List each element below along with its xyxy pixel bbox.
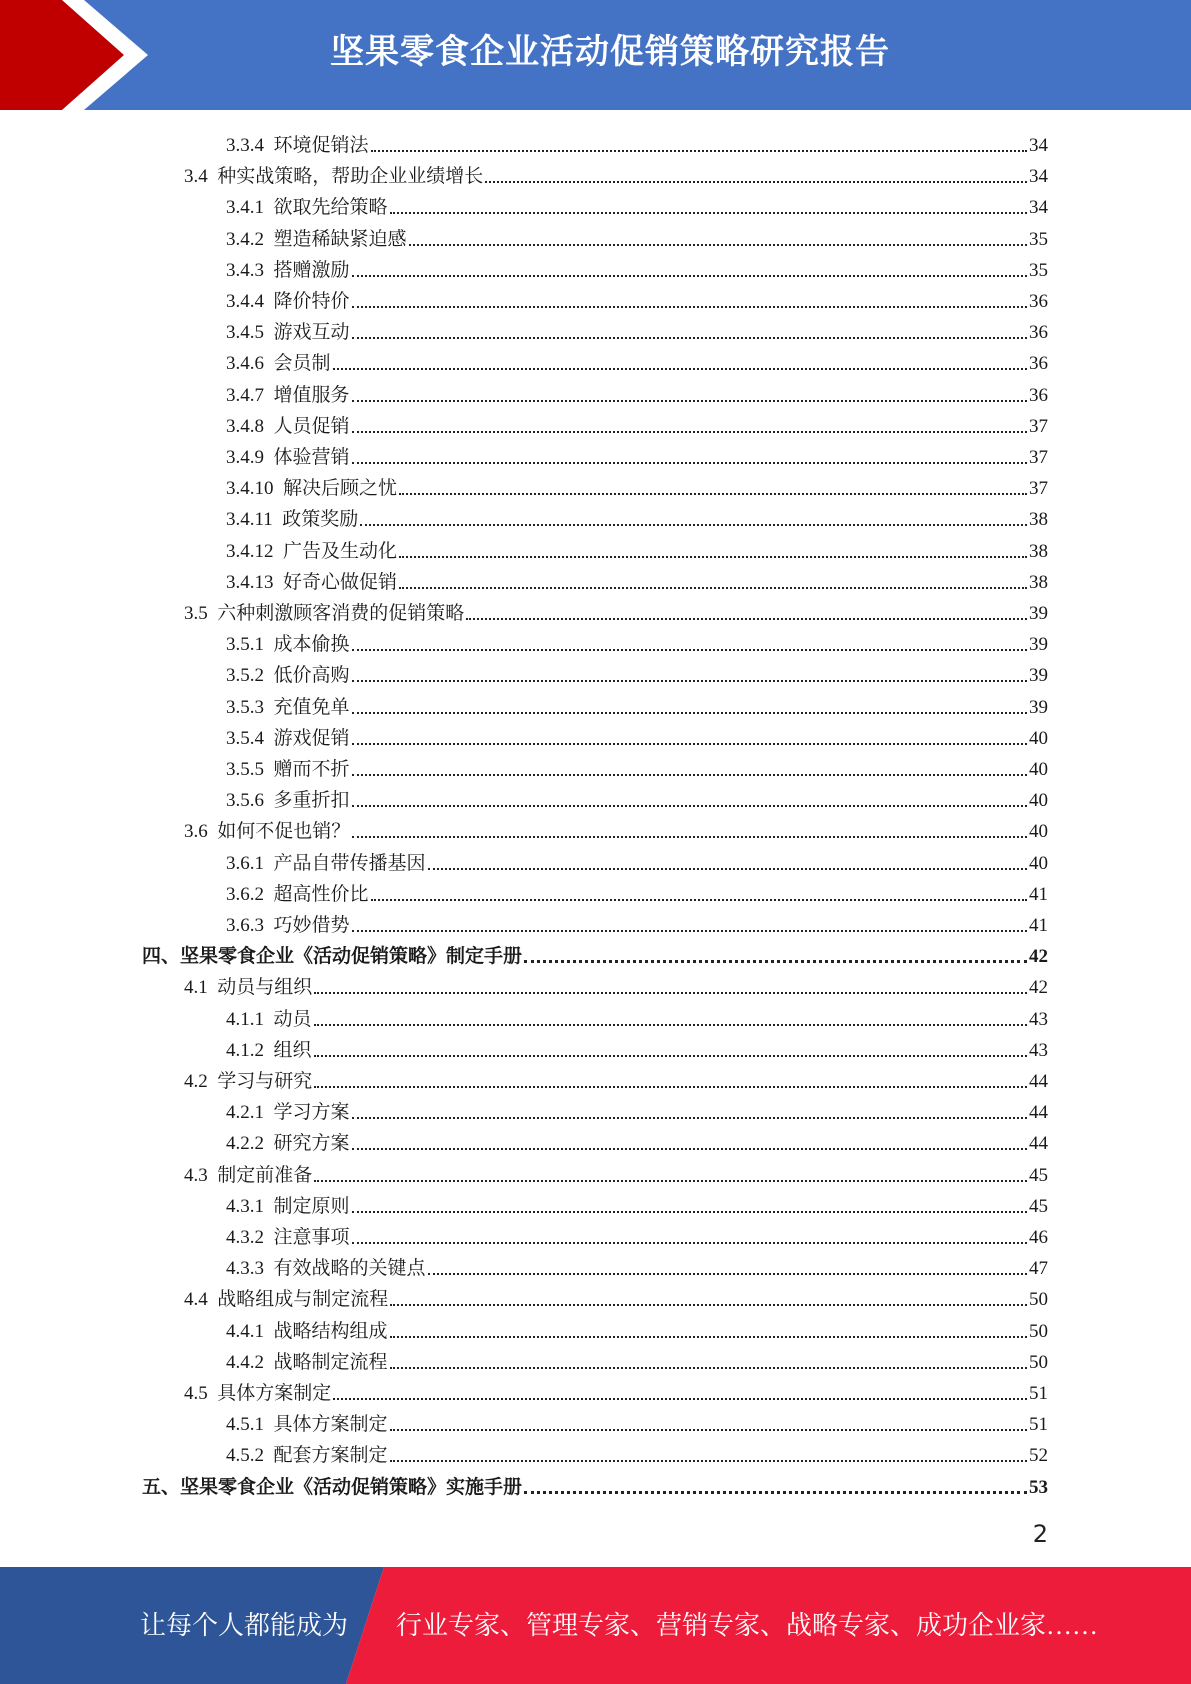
toc-entry-number: 4.4.2 <box>226 1351 264 1373</box>
toc-entry-title: 五、坚果零食企业《活动促销策略》实施手册 <box>142 1476 523 1498</box>
toc-entry[interactable] <box>226 907 1048 938</box>
toc-dot-leader <box>352 275 1027 277</box>
toc-entry[interactable] <box>184 813 1048 844</box>
toc-entry-page: 40 <box>1029 852 1048 874</box>
toc-dot-leader <box>352 431 1027 433</box>
toc-entry-title: 人员促销 <box>273 415 350 437</box>
toc-entry[interactable] <box>226 1437 1048 1468</box>
toc-entry-page: 38 <box>1029 540 1048 562</box>
toc-entry[interactable] <box>184 969 1048 1000</box>
toc-entry-title: 增值服务 <box>273 384 350 406</box>
toc-entry[interactable] <box>226 1125 1048 1156</box>
toc-entry[interactable] <box>226 408 1048 439</box>
toc-entry-page: 44 <box>1029 1071 1048 1092</box>
toc-dot-leader <box>390 212 1027 214</box>
toc-entry-number: 4.5.2 <box>226 1445 264 1467</box>
toc-entry-number: 3.4.11 <box>226 509 273 531</box>
toc-entry-number: 3.5 <box>184 603 208 624</box>
toc-dot-leader <box>352 649 1027 651</box>
toc-entry-title: 游戏促销 <box>273 727 350 749</box>
toc-entry-number: 3.4.5 <box>226 322 264 344</box>
toc-entry-page: 39 <box>1029 665 1048 687</box>
toc-entry[interactable] <box>226 283 1048 314</box>
toc-entry-number: 3.5.5 <box>226 759 264 780</box>
toc-dot-leader <box>352 306 1027 308</box>
toc-entry-title: 战略组成与制定流程 <box>217 1289 389 1311</box>
toc-entry-title: 四、坚果零食企业《活动促销策略》制定手册 <box>142 946 523 968</box>
toc-dot-leader <box>333 368 1027 370</box>
toc-entry[interactable] <box>226 689 1048 720</box>
toc-entry-number: 4.3.1 <box>226 1195 264 1217</box>
toc-entry[interactable] <box>184 1281 1048 1312</box>
toc-entry-title: 具体方案制定 <box>217 1383 332 1404</box>
toc-entry-page: 36 <box>1029 291 1048 312</box>
toc-entry[interactable] <box>226 377 1048 408</box>
toc-dot-leader <box>390 1460 1027 1462</box>
toc-entry[interactable] <box>184 1375 1048 1406</box>
toc-entry[interactable] <box>226 1250 1048 1281</box>
toc-entry[interactable] <box>142 938 1048 969</box>
toc-entry-page: 50 <box>1029 1351 1048 1373</box>
page-footer <box>0 1567 1191 1684</box>
footer-slogan-left: 让每个人都能成为 <box>140 1611 349 1640</box>
toc-entry-page: 50 <box>1029 1289 1048 1311</box>
toc-entry-title: 制定前准备 <box>217 1164 313 1186</box>
toc-entry-number: 3.4.1 <box>226 197 264 219</box>
toc-entry-title: 配套方案制定 <box>273 1445 388 1467</box>
page-number: 2 <box>1032 1520 1048 1548</box>
toc-entry-number: 3.5.3 <box>226 696 264 718</box>
toc-entry-title: 产品自带传播基因 <box>273 852 426 874</box>
toc-dot-leader <box>352 836 1027 838</box>
toc-entry-page: 42 <box>1029 977 1048 999</box>
toc-entry-title: 解决后顾之忧 <box>283 478 398 500</box>
toc-entry-page: 42 <box>1029 946 1048 968</box>
toc-entry[interactable] <box>226 1313 1048 1344</box>
toc-entry-number: 3.4.13 <box>226 571 274 593</box>
toc-entry-title: 广告及生动化 <box>283 540 398 562</box>
toc-entry-page: 43 <box>1029 1008 1048 1030</box>
toc-entry-number: 4.3 <box>184 1164 208 1186</box>
toc-entry-number: 3.5.2 <box>226 665 264 687</box>
footer-slogan-right: 行业专家、管理专家、营销专家、战略专家、成功企业家…… <box>396 1611 1099 1640</box>
toc-entry-page: 44 <box>1029 1102 1048 1124</box>
toc-dot-leader <box>352 400 1027 402</box>
toc-entry-title: 政策奖励 <box>282 509 359 531</box>
toc-entry-page: 41 <box>1029 883 1048 905</box>
toc-entry-title: 六种刺激顾客消费的促销策略 <box>217 603 465 624</box>
toc-entry-page: 40 <box>1029 727 1048 749</box>
toc-entry[interactable] <box>226 845 1048 876</box>
toc-entry-page: 38 <box>1029 509 1048 531</box>
toc-entry-page: 44 <box>1029 1133 1048 1155</box>
toc-entry-title: 塑造稀缺紧迫感 <box>273 228 407 250</box>
toc-dot-leader <box>399 587 1027 589</box>
toc-entry-title: 动员 <box>273 1008 312 1030</box>
toc-entry-number: 4.4 <box>184 1289 208 1311</box>
toc-entry-page: 36 <box>1029 353 1048 375</box>
toc-dot-leader <box>399 493 1027 495</box>
toc-entry-page: 36 <box>1029 384 1048 406</box>
toc-entry-page: 38 <box>1029 571 1048 593</box>
toc-dot-leader <box>352 1211 1027 1213</box>
toc-entry[interactable] <box>226 876 1048 907</box>
toc-entry[interactable] <box>226 751 1048 782</box>
toc-dot-leader <box>314 992 1027 994</box>
report-title: 坚果零食企业活动促销策略研究报告 <box>330 32 890 72</box>
page-header <box>0 0 1191 110</box>
toc-entry[interactable] <box>184 595 1048 626</box>
toc-dot-leader <box>466 618 1027 620</box>
toc-entry-title: 注意事项 <box>273 1227 350 1248</box>
toc-dot-leader <box>409 244 1027 246</box>
toc-entry-title: 巧妙借势 <box>273 915 350 936</box>
toc-dot-leader <box>352 712 1027 714</box>
toc-entry-number: 3.4.10 <box>226 478 274 500</box>
toc-dot-leader <box>371 899 1027 901</box>
toc-entry-title: 战略结构组成 <box>273 1320 388 1342</box>
toc-entry[interactable] <box>226 314 1048 345</box>
toc-entry-number: 3.5.4 <box>226 727 264 749</box>
toc-entry-title: 战略制定流程 <box>273 1351 388 1373</box>
toc-entry-title: 种实战策略，帮助企业业绩增长 <box>217 166 484 188</box>
toc-dot-leader <box>360 524 1027 526</box>
toc-entry[interactable] <box>226 189 1048 220</box>
toc-dot-leader <box>352 337 1027 339</box>
toc-entry[interactable] <box>226 782 1048 813</box>
header-arrow-decoration <box>0 0 160 110</box>
toc-entry[interactable] <box>184 1063 1048 1094</box>
toc-entry-number: 3.3.4 <box>226 135 264 156</box>
toc-dot-leader <box>352 1117 1027 1119</box>
toc-entry-number: 3.4.6 <box>226 353 264 375</box>
toc-entry-title: 好奇心做促销 <box>283 571 398 593</box>
toc-entry[interactable] <box>226 1188 1048 1219</box>
toc-entry[interactable] <box>226 1344 1048 1375</box>
toc-entry-title: 研究方案 <box>273 1133 350 1155</box>
toc-dot-leader <box>314 1024 1027 1026</box>
toc-entry[interactable] <box>226 626 1048 657</box>
toc-entry-number: 3.4 <box>184 166 208 188</box>
toc-entry-page: 36 <box>1029 322 1048 344</box>
toc-entry[interactable] <box>226 221 1048 252</box>
toc-dot-leader <box>314 1055 1027 1057</box>
toc-entry-page: 52 <box>1029 1445 1048 1467</box>
toc-entry-title: 充值免单 <box>273 696 350 718</box>
toc-entry-title: 赠而不折 <box>273 759 350 780</box>
toc-entry[interactable] <box>226 720 1048 751</box>
toc-entry-title: 体验营销 <box>273 447 350 468</box>
toc-entry-title: 学习方案 <box>273 1102 350 1124</box>
toc-entry-page: 34 <box>1029 135 1048 156</box>
toc-entry-title: 多重折扣 <box>273 790 350 812</box>
toc-entry-page: 37 <box>1029 478 1048 500</box>
toc-entry-page: 45 <box>1029 1164 1048 1186</box>
toc-entry-title: 环境促销法 <box>273 135 369 156</box>
toc-entry[interactable] <box>226 127 1048 158</box>
toc-dot-leader <box>524 960 1027 963</box>
toc-entry-title: 有效战略的关键点 <box>273 1258 426 1280</box>
toc-entry-number: 4.1.1 <box>226 1008 264 1030</box>
toc-entry-number: 3.4.12 <box>226 540 274 562</box>
toc-dot-leader <box>352 462 1027 464</box>
toc-entry-page: 35 <box>1029 228 1048 250</box>
toc-dot-leader <box>352 1148 1027 1150</box>
toc-entry-number: 3.6 <box>184 821 208 843</box>
toc-entry-title: 具体方案制定 <box>273 1414 388 1436</box>
toc-entry-number: 3.4.8 <box>226 415 264 437</box>
toc-entry-title: 动员与组织 <box>217 977 313 999</box>
toc-entry-page: 40 <box>1029 790 1048 812</box>
toc-entry[interactable] <box>226 1032 1048 1063</box>
toc-dot-leader <box>352 930 1027 932</box>
toc-entry[interactable] <box>226 345 1048 376</box>
toc-entry-title: 低价高购 <box>273 665 350 687</box>
toc-entry-page: 39 <box>1029 603 1048 624</box>
toc-entry-page: 34 <box>1029 166 1048 188</box>
toc-dot-leader <box>390 1429 1027 1431</box>
toc-entry-number: 3.6.3 <box>226 915 264 936</box>
toc-dot-leader <box>524 1491 1027 1494</box>
toc-entry[interactable] <box>226 1094 1048 1125</box>
toc-entry[interactable] <box>226 439 1048 470</box>
toc-entry-page: 41 <box>1029 915 1048 936</box>
toc-dot-leader <box>371 150 1027 152</box>
toc-entry-page: 37 <box>1029 415 1048 437</box>
toc-entry[interactable] <box>184 158 1048 189</box>
toc-dot-leader <box>333 1398 1027 1400</box>
toc-entry-title: 搭赠激励 <box>273 259 350 281</box>
toc-dot-leader <box>390 1367 1027 1369</box>
toc-entry[interactable] <box>226 533 1048 564</box>
toc-entry-number: 4.4.1 <box>226 1320 264 1342</box>
toc-entry-page: 40 <box>1029 821 1048 843</box>
toc-entry[interactable] <box>142 1469 1048 1500</box>
toc-dot-leader <box>352 1242 1027 1244</box>
toc-entry-page: 51 <box>1029 1383 1048 1404</box>
toc-entry-number: 4.5.1 <box>226 1414 264 1436</box>
toc-entry-title: 游戏互动 <box>273 322 350 344</box>
toc-dot-leader <box>428 868 1027 870</box>
toc-entry[interactable] <box>184 1157 1048 1188</box>
toc-entry-title: 降价特价 <box>273 291 350 312</box>
toc-entry[interactable] <box>226 501 1048 532</box>
toc-entry[interactable] <box>226 1219 1048 1250</box>
toc-entry-number: 3.6.1 <box>226 852 264 874</box>
toc-dot-leader <box>428 1273 1027 1275</box>
toc-entry-page: 39 <box>1029 634 1048 656</box>
toc-entry-title: 欲取先给策略 <box>273 197 388 219</box>
toc-entry-number: 4.2.1 <box>226 1102 264 1124</box>
toc-entry[interactable] <box>226 470 1048 501</box>
toc-entry-number: 4.1.2 <box>226 1039 264 1061</box>
toc-entry-number: 4.2 <box>184 1071 208 1092</box>
toc-entry-number: 4.2.2 <box>226 1133 264 1155</box>
toc-dot-leader <box>314 1180 1027 1182</box>
toc-entry-page: 35 <box>1029 259 1048 281</box>
toc-entry-title: 成本偷换 <box>273 634 350 656</box>
toc-entry-page: 51 <box>1029 1414 1048 1436</box>
toc-entry-number: 4.1 <box>184 977 208 999</box>
toc-entry[interactable] <box>226 657 1048 688</box>
toc-entry-number: 3.4.4 <box>226 291 264 312</box>
toc-entry-number: 3.4.9 <box>226 447 264 468</box>
toc-entry-page: 37 <box>1029 447 1048 468</box>
toc-entry[interactable] <box>226 1001 1048 1032</box>
toc-entry-page: 39 <box>1029 696 1048 718</box>
toc-dot-leader <box>314 1086 1027 1088</box>
toc-dot-leader <box>352 743 1027 745</box>
toc-dot-leader <box>485 181 1027 183</box>
toc-entry-number: 3.4.2 <box>226 228 264 250</box>
toc-entry-number: 3.6.2 <box>226 883 264 905</box>
toc-entry-title: 学习与研究 <box>217 1071 313 1092</box>
toc-entry-page: 43 <box>1029 1039 1048 1061</box>
toc-dot-leader <box>352 680 1027 682</box>
toc-entry-number: 3.5.6 <box>226 790 264 812</box>
toc-dot-leader <box>399 556 1027 558</box>
toc-dot-leader <box>352 774 1027 776</box>
toc-entry-page: 40 <box>1029 759 1048 780</box>
toc-entry-number: 4.3.3 <box>226 1258 264 1280</box>
toc-entry-number: 4.5 <box>184 1383 208 1404</box>
toc-dot-leader <box>390 1304 1027 1306</box>
toc-entry-number: 3.4.7 <box>226 384 264 406</box>
toc-entry[interactable] <box>226 564 1048 595</box>
toc-entry-title: 超高性价比 <box>273 883 369 905</box>
toc-entry-number: 3.4.3 <box>226 259 264 281</box>
toc-entry-number: 3.5.1 <box>226 634 264 656</box>
toc-entry-page: 47 <box>1029 1258 1048 1280</box>
toc-entry-page: 46 <box>1029 1227 1048 1248</box>
toc-entry-title: 如何不促也销？ <box>217 821 351 843</box>
toc-entry-page: 34 <box>1029 197 1048 219</box>
toc-dot-leader <box>352 805 1027 807</box>
toc-entry-page: 45 <box>1029 1195 1048 1217</box>
toc-entry-page: 53 <box>1029 1476 1048 1498</box>
toc-entry[interactable] <box>226 252 1048 283</box>
toc-entry-number: 4.3.2 <box>226 1227 264 1248</box>
toc-entry-page: 50 <box>1029 1320 1048 1342</box>
toc-entry[interactable] <box>226 1406 1048 1437</box>
toc-dot-leader <box>390 1336 1027 1338</box>
toc-entry-title: 会员制 <box>273 353 331 375</box>
toc-entry-title: 制定原则 <box>273 1195 350 1217</box>
toc-entry-title: 组织 <box>273 1039 312 1061</box>
